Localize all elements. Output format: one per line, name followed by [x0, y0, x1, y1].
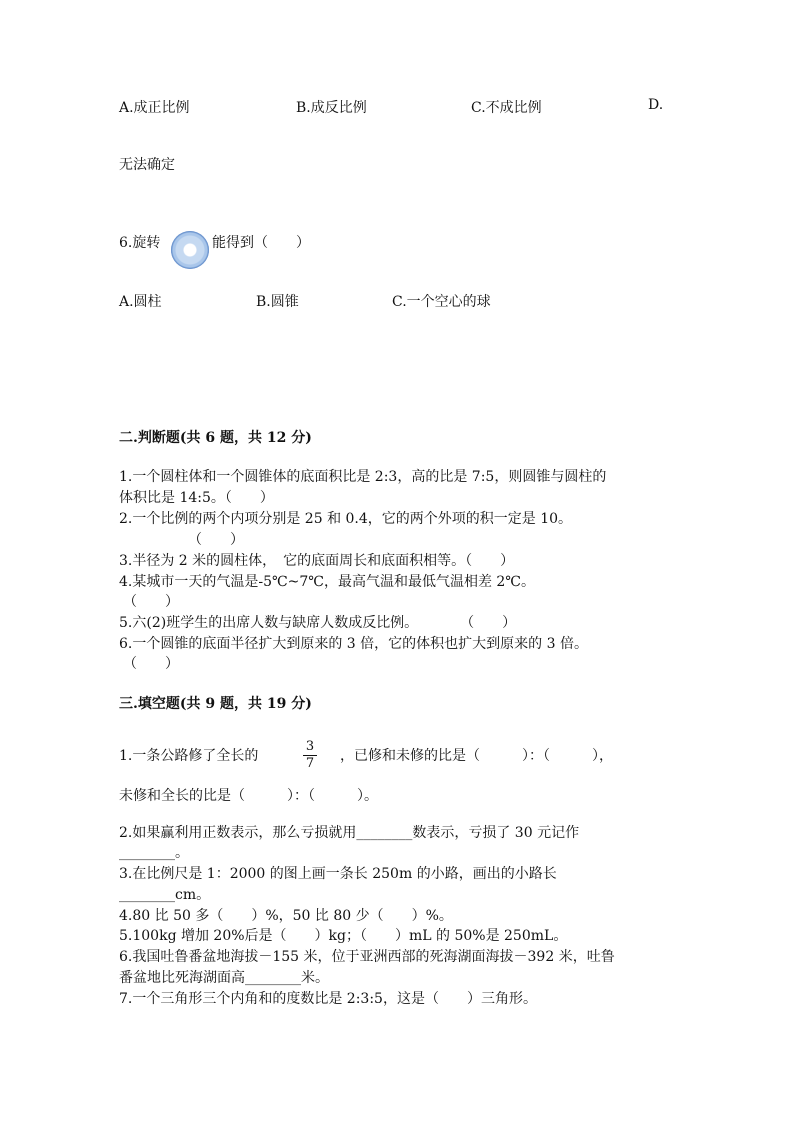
s2-line: 4.某城市一天的气温是-5℃~7℃，最高气温和最低气温相差 2℃。: [119, 574, 535, 590]
s2-line: 体积比是 14:5。（ ）: [119, 490, 274, 506]
s3-q1-line2: 未修和全长的比是（ ）：（ ）。: [119, 788, 378, 804]
s3-line: 5.100kg 增加 20%后是（ ）kg；（ ）mL 的 50%是 250mL。: [119, 928, 568, 944]
section2-title: 二.判断题(共 6 题，共 12 分): [119, 430, 312, 446]
s3-line: 2.如果赢利用正数表示，那么亏损就用________数表示，亏损了 30 元记作: [119, 825, 580, 841]
s2-line: 2.一个比例的两个内项分别是 25 和 0.4，它的两个外项的积一定是 10。: [119, 511, 573, 527]
s3-line: 7.一个三角形三个内角和的度数比是 2:3:5，这是（ ）三角形。: [119, 991, 537, 1007]
fraction-three-sevenths: [303, 740, 317, 771]
q6-option-c: C.一个空心的球: [392, 294, 491, 310]
q5-option-b: B.成反比例: [296, 100, 367, 116]
s2-line: （ ）: [188, 532, 244, 548]
s3-q1-suffix: ，已修和未修的比是（ ）：（ ），: [340, 748, 613, 764]
s3-line: 番盆地比死海湖面高________米。: [119, 970, 329, 986]
s2-line: 6.一个圆锥的底面半径扩大到原来的 3 倍，它的体积也扩大到原来的 3 倍。: [119, 636, 588, 652]
q5-option-c: C.不成比例: [471, 100, 542, 116]
q6-option-b: B.圆锥: [256, 294, 299, 310]
ring-shape-image: [171, 231, 209, 269]
s3-line: ________。: [119, 845, 189, 861]
q6-suffix: 能得到（ ）: [212, 235, 310, 251]
s2-line: 5.六(2)班学生的出席人数与缺席人数成反比例。 （ ）: [119, 615, 517, 631]
section3-title: 三.填空题(共 9 题，共 19 分): [119, 696, 312, 712]
s3-line: 3.在比例尺是 1：2000 的图上画一条长 250m 的小路，画出的小路长: [119, 866, 557, 882]
q5-option-a: A.成正比例: [119, 100, 190, 116]
fraction-denominator: 7: [305, 756, 315, 771]
s2-line: 1.一个圆柱体和一个圆锥体的底面积比是 2:3，高的比是 7:5，则圆锥与圆柱的: [119, 469, 607, 485]
q6-option-a: A.圆柱: [119, 294, 162, 310]
s2-line: 3.半径为 2 米的圆柱体， 它的底面周长和底面积相等。（ ）: [119, 553, 515, 569]
q5-option-d: D.: [648, 97, 664, 113]
q5-option-d-continued: 无法确定: [119, 157, 175, 173]
s2-line: （ ）: [123, 656, 179, 672]
s3-line: 6.我国吐鲁番盆地海拔－155 米，位于亚洲西部的死海湖面海拔－392 米，吐鲁: [119, 949, 615, 965]
s3-line: ________cm。: [119, 887, 211, 903]
s3-line: 4.80 比 50 多（ ）%，50 比 80 少（ ）%。: [119, 908, 453, 924]
s3-q1-prefix: 1.一条公路修了全长的: [119, 748, 259, 764]
s2-line: （ ）: [123, 594, 179, 610]
fraction-numerator: 3: [305, 739, 315, 754]
q6-prefix: 6.旋转: [119, 235, 161, 251]
